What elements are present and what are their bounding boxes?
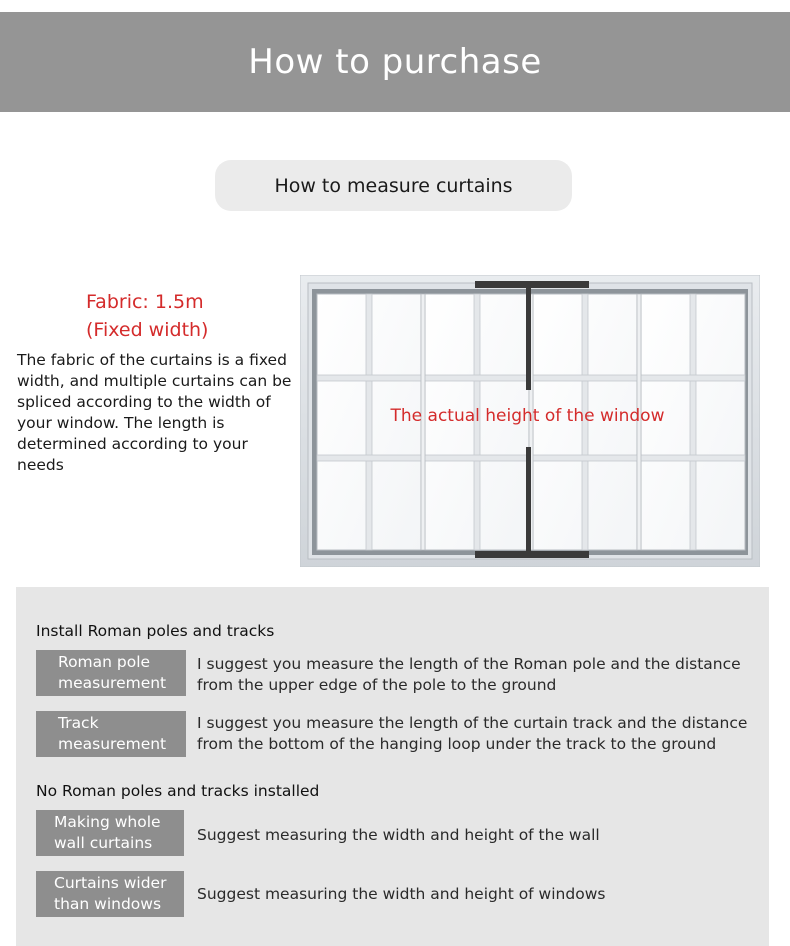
header-banner: [0, 12, 790, 112]
tag-whole-wall-line2: wall curtains: [54, 834, 153, 852]
fabric-width-label: Fabric: 1.5m: [86, 291, 204, 313]
section-heading-installed: Install Roman poles and tracks: [36, 622, 275, 640]
section-heading-not-installed: No Roman poles and tracks installed: [36, 782, 320, 800]
tag-wider-than-window: [36, 871, 184, 917]
tag-roman-pole-line2: measurement: [58, 674, 167, 692]
tag-track-line1: Track: [58, 714, 99, 732]
window-height-label: The actual height of the window: [390, 406, 665, 426]
tag-track-line2: measurement: [58, 735, 167, 753]
fabric-fixed-note: (Fixed width): [86, 319, 209, 341]
fabric-title: [86, 288, 266, 344]
page-title: How to purchase: [248, 42, 542, 82]
tag-wider-line2: than windows: [54, 895, 162, 913]
tip-whole-wall: Suggest measuring the width and height of the wall: [197, 826, 600, 844]
section-subtitle: How to measure curtains: [215, 160, 572, 211]
tip-track: I suggest you measure the length of the curtain track and the distance from the bottom of the hanging loop under the track to the ground: [197, 714, 748, 753]
tag-whole-wall: [36, 810, 184, 856]
fabric-description: The fabric of the curtains is a fixed width, and multiple curtains can be spliced according to the width of your window. The length is determined according to your needs: [17, 351, 292, 474]
tip-roman-pole: I suggest you measure the length of the Roman pole and the distance from the upper edge of the pole to the ground: [197, 655, 741, 694]
tag-whole-wall-line1: Making whole: [54, 813, 161, 831]
tag-track: [36, 711, 186, 757]
tag-roman-pole: [36, 650, 186, 696]
tip-wider-than-window: Suggest measuring the width and height of windows: [197, 885, 606, 903]
tag-wider-line1: Curtains wider: [54, 874, 167, 892]
tag-roman-pole-line1: Roman pole: [58, 653, 151, 671]
